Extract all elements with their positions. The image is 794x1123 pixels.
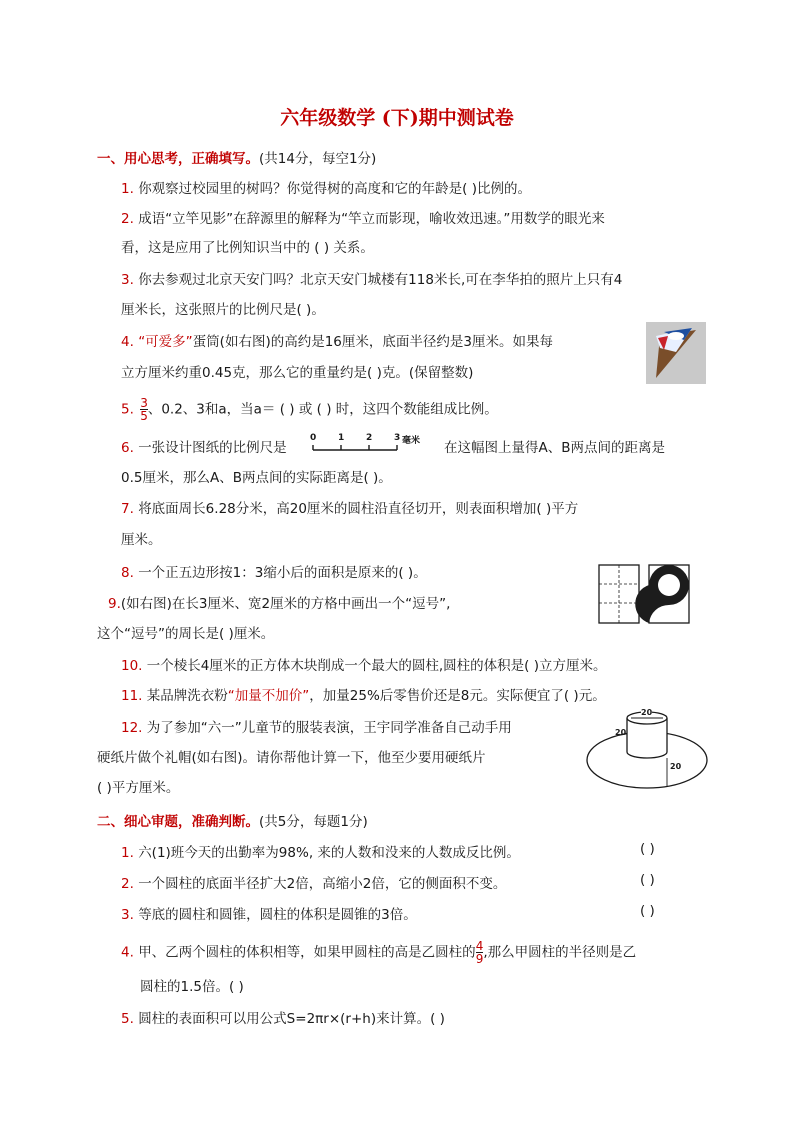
section-1-header xyxy=(97,147,376,167)
comma-grid-figure xyxy=(598,564,708,624)
question-number: 4. xyxy=(121,944,134,961)
question-10 xyxy=(121,654,607,674)
question-text: ( )平方厘米。 xyxy=(97,780,180,796)
section-1-heading: 一、用心思考，正确填写。 xyxy=(97,151,259,167)
scale-bar xyxy=(310,434,438,452)
question-text: 一个圆柱的底面半径扩大2倍，高缩小2倍，它的侧面积不变。 xyxy=(138,876,507,892)
question-text: 这个“逗号”的周长是( )厘米。 xyxy=(97,626,275,642)
judge-4 xyxy=(121,940,636,965)
question-number: 1. xyxy=(121,845,134,861)
answer-paren[interactable]: ( ) xyxy=(640,841,655,857)
question-3 xyxy=(121,268,622,288)
section-1-note: (共14分，每空1分) xyxy=(259,151,377,167)
question-text: 在这幅图上量得A、B两点间的距离是 xyxy=(444,440,665,456)
section-2-heading: 二、细心审题，准确判断。 xyxy=(97,814,259,830)
scale-tick-label: 0 xyxy=(310,433,317,443)
hat-figure xyxy=(586,706,708,790)
question-text: 厘米。 xyxy=(121,532,162,548)
question-text: 看，这是应用了比例知识当中的 ( ) 关系。 xyxy=(121,240,374,256)
question-number: 3. xyxy=(121,907,134,923)
question-2-cont xyxy=(121,236,374,256)
scale-unit: 毫米 xyxy=(402,436,421,446)
ice-cream-cone-image xyxy=(646,322,706,384)
question-text: 你去参观过北京天安门吗？北京天安门城楼有118米长,可在李华拍的照片上只有4 xyxy=(138,272,623,288)
question-7 xyxy=(121,497,578,517)
question-text: 蛋筒(如右图)的高约是16厘米，底面半径约是3厘米。如果每 xyxy=(192,334,553,350)
judge-2 xyxy=(121,872,506,892)
question-text: ,那么甲圆柱的半径则是乙 xyxy=(483,944,637,961)
question-5 xyxy=(121,397,498,422)
question-text: 为了参加“六一”儿童节的服装表演，王宇同学准备自己动手用 xyxy=(146,720,512,736)
answer-paren[interactable]: ( ) xyxy=(640,903,655,919)
fraction-3-5 xyxy=(140,397,148,422)
question-text: 一个正五边形按1：3缩小后的面积是原来的( )。 xyxy=(138,565,427,581)
question-text: 一张设计图纸的比例尺是 xyxy=(138,440,287,456)
question-number: 2. xyxy=(121,876,134,892)
question-number: 5. xyxy=(121,401,134,418)
question-number: 4. xyxy=(121,334,134,350)
question-highlight: “可爱多” xyxy=(138,334,193,350)
question-6-tail xyxy=(444,436,665,456)
question-text: 甲、乙两个圆柱的体积相等，如果甲圆柱的高是乙圆柱的 xyxy=(138,944,476,961)
question-6-cont xyxy=(121,466,392,486)
fraction-numerator: 4 xyxy=(475,939,484,953)
question-text: 一个棱长4厘米的正方体木块削成一个最大的圆柱,圆柱的体积是( )立方厘米。 xyxy=(146,658,607,674)
fraction-denominator: 5 xyxy=(140,409,148,423)
question-text: 某品牌洗衣粉 xyxy=(146,688,228,704)
judge-1-answer[interactable] xyxy=(640,841,655,857)
question-6 xyxy=(121,436,287,456)
question-number: 2. xyxy=(121,211,134,227)
question-2 xyxy=(121,207,605,227)
question-text: 你观察过校园里的树吗？你觉得树的高度和它的年龄是( )比例的。 xyxy=(138,181,532,197)
answer-paren[interactable]: ( ) xyxy=(640,872,655,888)
question-text: 硬纸片做个礼帽(如右图)。请你帮他计算一下，他至少要用硬纸片 xyxy=(97,750,486,766)
question-1 xyxy=(121,177,531,197)
judge-2-answer[interactable] xyxy=(640,872,655,888)
question-text: 圆柱的1.5倍。( ) xyxy=(140,979,244,995)
hat-brim-label: 20 xyxy=(670,762,682,771)
section-2-note: (共5分，每题1分) xyxy=(259,814,368,830)
question-number: 3. xyxy=(121,272,134,288)
question-9-cont xyxy=(97,622,274,642)
judge-1 xyxy=(121,841,520,861)
question-12-cont2 xyxy=(97,776,179,796)
judge-5 xyxy=(121,1007,445,1027)
question-text: 圆柱的表面积可以用公式S=2πr×(r+h)来计算。( ) xyxy=(138,1011,445,1027)
section-2-header xyxy=(97,810,368,830)
question-text: 等底的圆柱和圆锥，圆柱的体积是圆锥的3倍。 xyxy=(138,907,417,923)
question-text: 0.5厘米，那么A、B两点间的实际距离是( )。 xyxy=(121,470,392,486)
scale-tick-label: 1 xyxy=(338,433,345,443)
judge-3-answer[interactable] xyxy=(640,903,655,919)
question-8 xyxy=(121,561,427,581)
question-3-cont xyxy=(121,298,325,318)
page-title: 六年级数学 (下)期中测试卷 xyxy=(280,107,514,129)
question-text: 厘米长，这张照片的比例尺是( )。 xyxy=(121,302,325,318)
scale-tick-label: 2 xyxy=(366,433,373,443)
question-number: 7. xyxy=(121,501,134,517)
question-text: 六(1)班今天的出勤率为98%, 来的人数和没来的人数成反比例。 xyxy=(138,845,520,861)
question-number: 11. xyxy=(121,688,143,704)
question-text: 将底面周长6.28分米，高20厘米的圆柱沿直径切开，则表面积增加( )平方 xyxy=(138,501,579,517)
judge-3 xyxy=(121,903,417,923)
question-4-cont xyxy=(121,361,473,381)
question-number: 9. xyxy=(108,596,121,612)
hat-top-label: 20 xyxy=(641,708,653,717)
question-12-cont xyxy=(97,746,486,766)
question-text: ，加量25%后零售价还是8元。实际便宜了( )元。 xyxy=(309,688,606,704)
question-text: 立方厘米约重0.45克，那么它的重量约是( )克。(保留整数) xyxy=(121,365,474,381)
question-text: (如右图)在长3厘米、宽2厘米的方格中画出一个“逗号”, xyxy=(120,596,451,612)
judge-4-cont xyxy=(140,975,244,995)
question-7-cont xyxy=(121,528,162,548)
question-number: 8. xyxy=(121,565,134,581)
scale-tick-label: 3 xyxy=(394,433,401,443)
question-number: 1. xyxy=(121,181,134,197)
hat-side-label: 20 xyxy=(615,728,627,737)
question-4 xyxy=(121,330,553,350)
question-highlight: “加量不加价” xyxy=(227,688,310,704)
question-text: 成语“立竿见影”在辞源里的解释为“竿立而影现，喻收效迅速。”用数学的眼光来 xyxy=(138,211,605,227)
question-12 xyxy=(121,716,512,736)
fraction-numerator: 3 xyxy=(140,396,148,410)
fraction-denominator: 9 xyxy=(475,952,484,966)
question-number: 10. xyxy=(121,658,143,674)
question-11 xyxy=(121,684,606,704)
question-number: 6. xyxy=(121,440,134,456)
question-number: 12. xyxy=(121,720,143,736)
question-text: 、0.2、3和a，当a＝ ( ) 或 ( ) 时，这四个数能组成比例。 xyxy=(147,401,498,418)
question-number: 5. xyxy=(121,1011,134,1027)
question-9 xyxy=(108,592,450,612)
